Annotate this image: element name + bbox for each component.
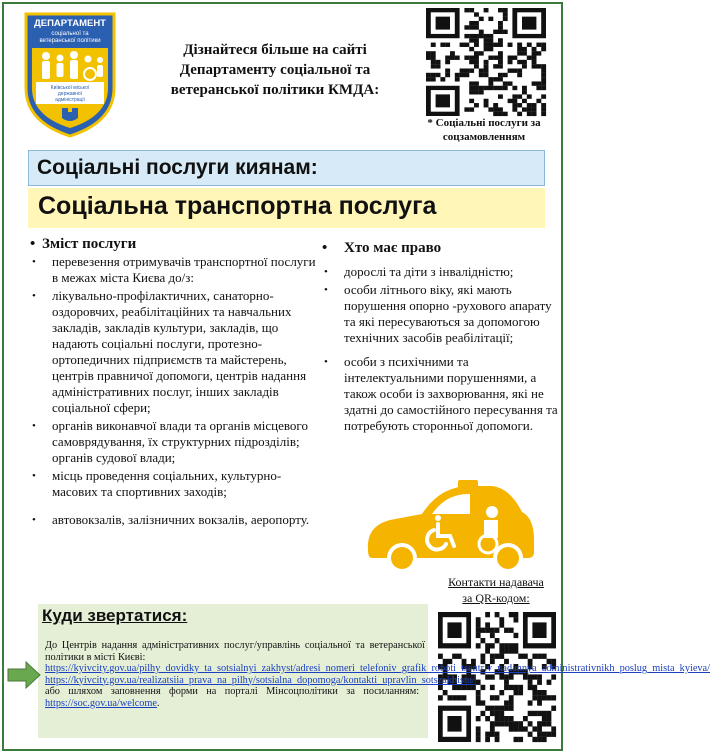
where-to-apply-intro: До Центрів надання адміністративних послуг/управлінь соціальної та ветеранської політики в місті Києві:	[45, 640, 425, 663]
service-title: Соціальна транспортна послуга	[38, 192, 437, 220]
where-to-apply-title: Куди звертатися:	[42, 606, 188, 625]
site-promo-line-3: ветеранської політики КМДА:	[170, 82, 380, 98]
list-item: • автовокзалів, залізничних вокзалів, аеропорту.	[32, 512, 310, 527]
list-item: • місць проведення соціальних, культурно-масових та спортивних заходів;	[32, 468, 282, 499]
site-promo-text	[130, 40, 420, 100]
department-logo	[22, 10, 118, 140]
list-item: • лікувально-профілактичних, санаторно-оздоровчих, реабілітаційних та навчальних закладів, закладів культури, закладів, що надають соціальні послуги, протезно-ортопедичних підприємств та майстерень, центрів правничої допомоги, центрів надання адміністративних послуг, інших закладів соціальної сфери;	[32, 288, 307, 415]
list-item: • особи літнього віку, які мають порушення опорно -рухового апарату та які пересуваються за допомогою технічних засобів реабілітації;	[324, 282, 552, 345]
qr-note-line-1: * Соціальні послуги за	[427, 117, 541, 129]
eligibility-section	[322, 240, 560, 436]
list-item: • дорослі та діти з інвалідністю;	[324, 264, 514, 279]
where-to-apply-middle: або шляхом заповнення форми на порталі Мінсоцполітики за посиланням:	[45, 686, 420, 697]
site-promo-line-1: Дізнайтеся більше на сайті	[183, 42, 367, 58]
eligibility-heading: • Хто має право	[322, 240, 442, 256]
service-content-section	[30, 236, 322, 530]
site-promo-line-2: Департаменту соціальної та	[179, 62, 371, 78]
social-departments-link[interactable]: https://kyivcity.gov.ua/realizatsiia_prava_na_pilhy/sotsialna_dopomoga/kontakti_upravlin_sotszakhistu/	[45, 674, 475, 686]
service-title-banner	[28, 188, 545, 228]
list-item: • особи з психічними та інтелектуальними порушеннями, а також особи із захворювання, які не здатні до самостійного пересування та потребують сторонньої допомоги.	[324, 354, 558, 433]
qr-note-line-2: соцзамовленням	[442, 131, 526, 143]
where-to-apply-body: До Центрів надання адміністративних послуг/управлінь соціальної та ветеранської політики в місті Києві: https://kyivcity.gov.ua/pilhy_dovidky_ta_sotsialnyi_zakhyst/adresi_nomeri_telefoniv_grafik_roboti_tsentriv_nadannya_administrativnikh_poslug_mista_kyieva/ https://kyivcity.gov.ua/realizatsiia_prava_na_pilhy/sotsialna_dopomoga/kontakti_upravlin_sotszakhistu/ або шляхом заповнення форми на порталі Мінсоцполітики за посиланням: https://soc.gov.ua/welcome.	[45, 640, 710, 709]
list-item: • органів виконавчої влади та органів місцевого самоврядування, їх структурних підрозділів; органів судової влади;	[32, 418, 308, 465]
accessible-taxi-icon	[360, 478, 540, 578]
provider-contacts	[430, 574, 562, 606]
logo-bottom-3: адміністрації	[55, 97, 85, 103]
qr-code-top[interactable]	[426, 8, 546, 116]
service-content-list	[30, 254, 322, 528]
services-banner-text: Соціальні послуги киянам:	[37, 156, 318, 179]
qr-note	[405, 116, 563, 144]
logo-subtitle-2: ветеранської політики	[39, 38, 101, 44]
logo-bottom-2: державної	[57, 91, 83, 97]
logo-bottom-1: Київської міської	[50, 85, 90, 91]
right-arrow-icon	[6, 660, 42, 690]
provider-contacts-line-2: за QR-кодом:	[462, 591, 530, 605]
logo-subtitle-1: соціальної та	[51, 31, 89, 37]
kyiv-emblem-icon	[62, 106, 78, 121]
services-banner	[28, 150, 545, 186]
minsocpolicy-link[interactable]: https://soc.gov.ua/welcome	[45, 697, 158, 709]
logo-title: ДЕПАРТАМЕНТ	[34, 18, 106, 29]
eligibility-list	[322, 264, 560, 434]
admin-centers-link[interactable]: https://kyivcity.gov.ua/pilhy_dovidky_ta_sotsialnyi_zakhyst/adresi_nomeri_telefoniv_grafik_roboti_tsentriv_nadannya_administrativnikh_poslug_mista_kyieva/	[45, 663, 710, 674]
list-item: • перевезення отримувачів транспортної послуги в межах міста Києва до/з:	[32, 254, 316, 285]
provider-contacts-line-1: Контакти надавача	[448, 575, 544, 589]
service-content-heading: • Зміст послуги	[30, 236, 137, 252]
